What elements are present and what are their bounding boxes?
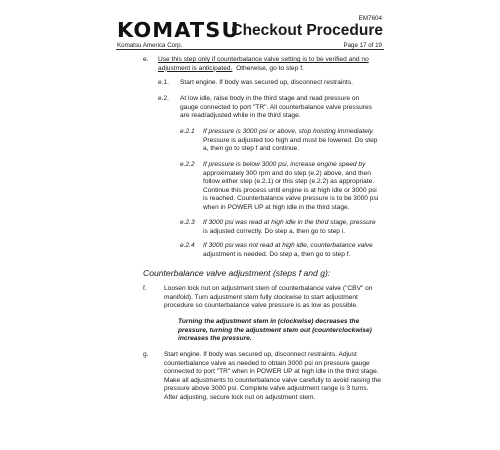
step-e2-line-3: are read/adjusted while in the third stage. <box>180 112 301 120</box>
document-title: Checkout Procedure <box>231 22 383 39</box>
step-g-line-2: counterbalance valve as needed to obtain 3000 psi on pressure gauge <box>164 359 370 367</box>
note-line-2: pressure, turning the adjustment stem out (counterclockwise) <box>178 326 372 334</box>
step-e22-line-1: If pressure is below 3000 psi, increase engine speed by <box>203 161 366 168</box>
step-e21-line-3: a, then go to step f and continue. <box>203 145 300 153</box>
step-f-label: f. <box>143 285 147 292</box>
note-line-3: increases the pressure. <box>178 335 252 343</box>
step-g-line-6: After adjusting, secure lock nut on adjustment stem. <box>164 394 316 401</box>
page-number: Page 17 of 19 <box>343 42 382 49</box>
step-e23-line-1: If 3000 psi was read at high idle in the third stage, pressure <box>203 219 376 226</box>
company-name: Komatsu America Corp. <box>117 42 183 49</box>
step-f-line-2: manifold). Turn adjustment stem fully clockwise to start adjustment <box>164 293 358 301</box>
step-e2-line-2: gauge connected to port "TR". All counterbalance valve pressures <box>180 103 372 111</box>
komatsu-logo: KOMATSU <box>117 18 240 42</box>
step-f-line-3: procedure so counterbalance valve pressure is as low as possible. <box>164 302 358 310</box>
step-e22-line-5: is reached. Counterbalance valve pressure is to be 3000 psi <box>203 195 379 203</box>
step-e-line-1: Use this step only if counterbalance valve setting is to be verified and no <box>158 56 369 63</box>
step-e24-line-2: adjustment is needed. Do step a, then go to step f. <box>203 250 351 258</box>
note-line-1: Turning the adjustment stem in (clockwise) decreases the <box>178 318 360 325</box>
step-e1-text: Start engine. If body was secured up, disconnect restraints. <box>180 79 353 86</box>
step-g-label: g. <box>143 351 149 358</box>
step-e21-line-1: If pressure is 3000 psi or above, stop hoisting immediately. <box>203 128 375 135</box>
step-e24-line-1: If 3000 psi was not read at high idle, counterbalance valve <box>203 242 373 249</box>
step-e22-line-3: follow either step (e.2.1) or this step (e.2.2) as appropriate. <box>203 178 375 186</box>
step-g-line-3: connected to port "TR" when in POWER UP at high idle in the third stage. <box>164 368 379 376</box>
step-e-label: e. <box>143 56 149 63</box>
step-e21-label: e.2.1 <box>180 128 195 135</box>
step-f-line-1: Loosen lock nut on adjustment stem of counterbalance valve ("CBV" on <box>164 285 373 292</box>
step-e22-line-6: when in POWER UP at high idle in the third stage. <box>203 204 350 211</box>
step-e-underlined: adjustment is anticipated. <box>158 64 233 72</box>
document-id: EM7604 <box>358 15 382 22</box>
step-e24-label: e.2.4 <box>180 242 195 249</box>
step-e2-label: e.2. <box>158 95 169 102</box>
step-e22-label: e.2.2 <box>180 161 195 168</box>
step-e23-line-2: is adjusted correctly. Do step a, then go to step i. <box>203 227 346 235</box>
step-e-line-2 <box>158 65 304 74</box>
step-g-line-5: pressure above 3000 psi. Complete valve adjustment range is 3 turns. <box>164 385 369 393</box>
step-e21-line-2: Pressure is adjusted too high and must be lowered. Do step <box>203 136 378 144</box>
step-e1-label: e.1. <box>158 79 169 86</box>
step-e2-line-1: At low idle, raise body in the third stage and read pressure on <box>180 95 360 102</box>
header-divider <box>116 49 384 50</box>
step-g-line-1: Start engine. If body was secured up, disconnect restraints. Adjust <box>164 351 357 358</box>
step-e22-line-2: approximately 300 rpm and do step (e.2) above, and then <box>203 169 371 177</box>
step-e-tail: Otherwise, go to step f. <box>232 64 304 72</box>
section-heading: Counterbalance valve adjustment (steps f and g): <box>143 268 331 278</box>
step-e23-label: e.2.3 <box>180 219 195 226</box>
step-e22-line-4: Continue this process until engine is at high idle or 3000 psi <box>203 186 377 194</box>
step-g-line-4: Make all adjustments to counterbalance valve carefully to avoid raising the <box>164 376 381 384</box>
